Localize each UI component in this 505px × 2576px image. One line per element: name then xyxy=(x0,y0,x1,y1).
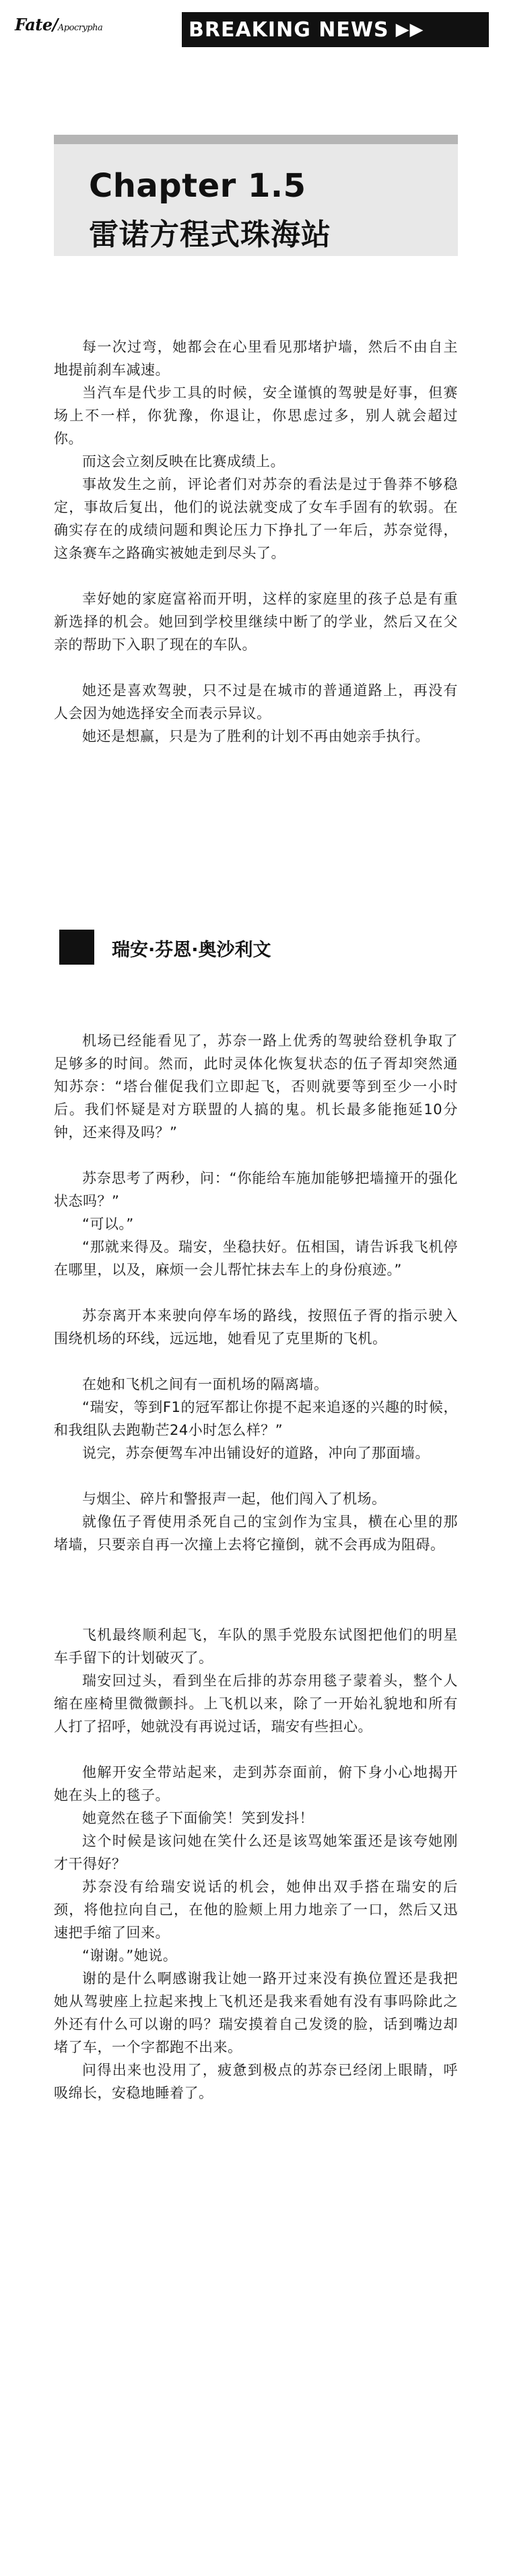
paragraph: 苏奈没有给瑞安说话的机会，她伸出双手搭在瑞安的后颈，将他拉向自己，在他的脸颊上用力地亲了一口，然后又迅速把手缩了回来。 xyxy=(54,1879,458,1941)
paragraph: 说完，苏奈便驾车冲出铺设好的道路，冲向了那面墙。 xyxy=(82,1445,430,1461)
paragraph: 他解开安全带站起来，走到苏奈面前，俯下身小心地揭开她在头上的毯子。 xyxy=(54,1764,458,1803)
logo-sub-text: Apocrypha xyxy=(57,23,103,33)
section-heading xyxy=(59,930,463,965)
paragraph: 瑞安回过头，看到坐在后排的苏奈用毯子蒙着头，整个人缩在座椅里微微颤抖。上飞机以来，除了一开始礼貌地和所有人打了招呼，她就没有再说过话，瑞安有些担心。 xyxy=(54,1673,458,1735)
paragraph: 苏奈离开本来驶向停车场的路线，按照伍子胥的指示驶入围绕机场的环线，远远地，她看见了克里斯的飞机。 xyxy=(54,1308,458,1347)
breaking-news-banner xyxy=(182,12,489,47)
chapter-title-block xyxy=(54,135,458,256)
paragraph: “那就来得及。瑞安，坐稳扶好。伍相国，请告诉我飞机停在哪里，以及，麻烦一会儿帮忙抹去车上的身份痕迹。” xyxy=(54,1239,458,1278)
paragraph: 当汽车是代步工具的时候，安全谨慎的驾驶是好事，但赛场上不一样，你犹豫，你退让，你思虑过多，别人就会超过你。 xyxy=(54,385,458,447)
paragraph: “可以。” xyxy=(82,1216,134,1232)
magazine-logo xyxy=(15,15,102,34)
paragraph: 事故发生之前，评论者们对苏奈的看法是过于鲁莽不够稳定，事故后复出，他们的说法就变成了女车手固有的软弱。在确实存在的成绩问题和舆论压力下挣扎了一年后，苏奈觉得，这条赛车之路确实被她走到尽头了。 xyxy=(54,476,458,561)
paragraph: 她还是想赢，只是为了胜利的计划不再由她亲手执行。 xyxy=(82,728,430,744)
paragraph: 与烟尘、碎片和警报声一起，他们闯入了机场。 xyxy=(82,1491,386,1507)
paragraph: “谢谢。”她说。 xyxy=(82,1947,178,1964)
paragraph: 这个时候是该问她在笑什么还是该骂她笨蛋还是该夸她刚才干得好？ xyxy=(54,1833,458,1872)
paragraph: 谢的是什么啊感谢我让她一路开过来没有换位置还是我把她从驾驶座上拉起来拽上飞机还是我来看她有没有事吗除此之外还有什么可以谢的吗？瑞安摸着自己发烫的脸，话到嘴边却堵了车，一个字都跑不出来。 xyxy=(54,1970,458,2055)
page-header xyxy=(0,0,505,65)
breaking-news-label: BREAKING NEWS xyxy=(189,18,389,42)
paragraph: 她还是喜欢驾驶，只不过是在城市的普通道路上，再没有人会因为她选择安全而表示异议。 xyxy=(54,682,458,721)
heading-square-mark xyxy=(59,930,94,965)
paragraph: 苏奈思考了两秒，问：“你能给车施加能够把墙撞开的强化状态吗？” xyxy=(54,1170,458,1209)
paragraph: 在她和飞机之间有一面机场的隔离墙。 xyxy=(82,1376,329,1392)
paragraph: “瑞安，等到F1的冠军都让你提不起来追逐的兴趣的时候，和我组队去跑勒芒24小时怎么样？” xyxy=(54,1399,458,1438)
paragraph: 幸好她的家庭富裕而开明，这样的家庭里的孩子总是有重新选择的机会。她回到学校里继续中断了的学业，然后又在父亲的帮助下入职了现在的车队。 xyxy=(54,591,458,653)
paragraph: 而这会立刻反映在比赛成绩上。 xyxy=(82,453,285,470)
chapter-title: 雷诺方程式珠海站 xyxy=(89,218,331,252)
paragraph: 问得出来也没用了，疲惫到极点的苏奈已经闭上眼睛，呼吸绵长，安稳地睡着了。 xyxy=(54,2062,458,2101)
paragraph: 机场已经能看见了，苏奈一路上优秀的驾驶给登机争取了足够多的时间。然而，此时灵体化恢复状态的伍子胥却突然通知苏奈：“塔台催促我们立即起飞，否则就要等到至少一小时后。我们怀疑是对方联盟的人搞的鬼。机长最多能拖延10分钟，还来得及吗？” xyxy=(54,1033,458,1140)
paragraph: 飞机最终顺利起飞，车队的黑手党股东试图把他们的明星车手留下的计划破灭了。 xyxy=(54,1627,458,1666)
title-top-bar xyxy=(54,135,458,144)
paragraph: 就像伍子胥使用杀死自己的宝剑作为宝具，横在心里的那堵墙，只要亲自再一次撞上去将它撞倒，就不会再成为阻碍。 xyxy=(54,1514,458,1553)
paragraph: 每一次过弯，她都会在心里看见那堵护墙，然后不由自主地提前刹车减速。 xyxy=(54,339,458,378)
section-heading-text: 瑞安·芬恩·奥沙利文 xyxy=(112,940,271,961)
paragraph: 她竟然在毯子下面偷笑！笑到发抖！ xyxy=(82,1810,314,1826)
logo-main-text: Fate/ xyxy=(15,15,58,34)
chapter-number: Chapter 1.5 xyxy=(89,167,306,205)
double-arrow-icon: ▶▶ xyxy=(395,20,424,40)
